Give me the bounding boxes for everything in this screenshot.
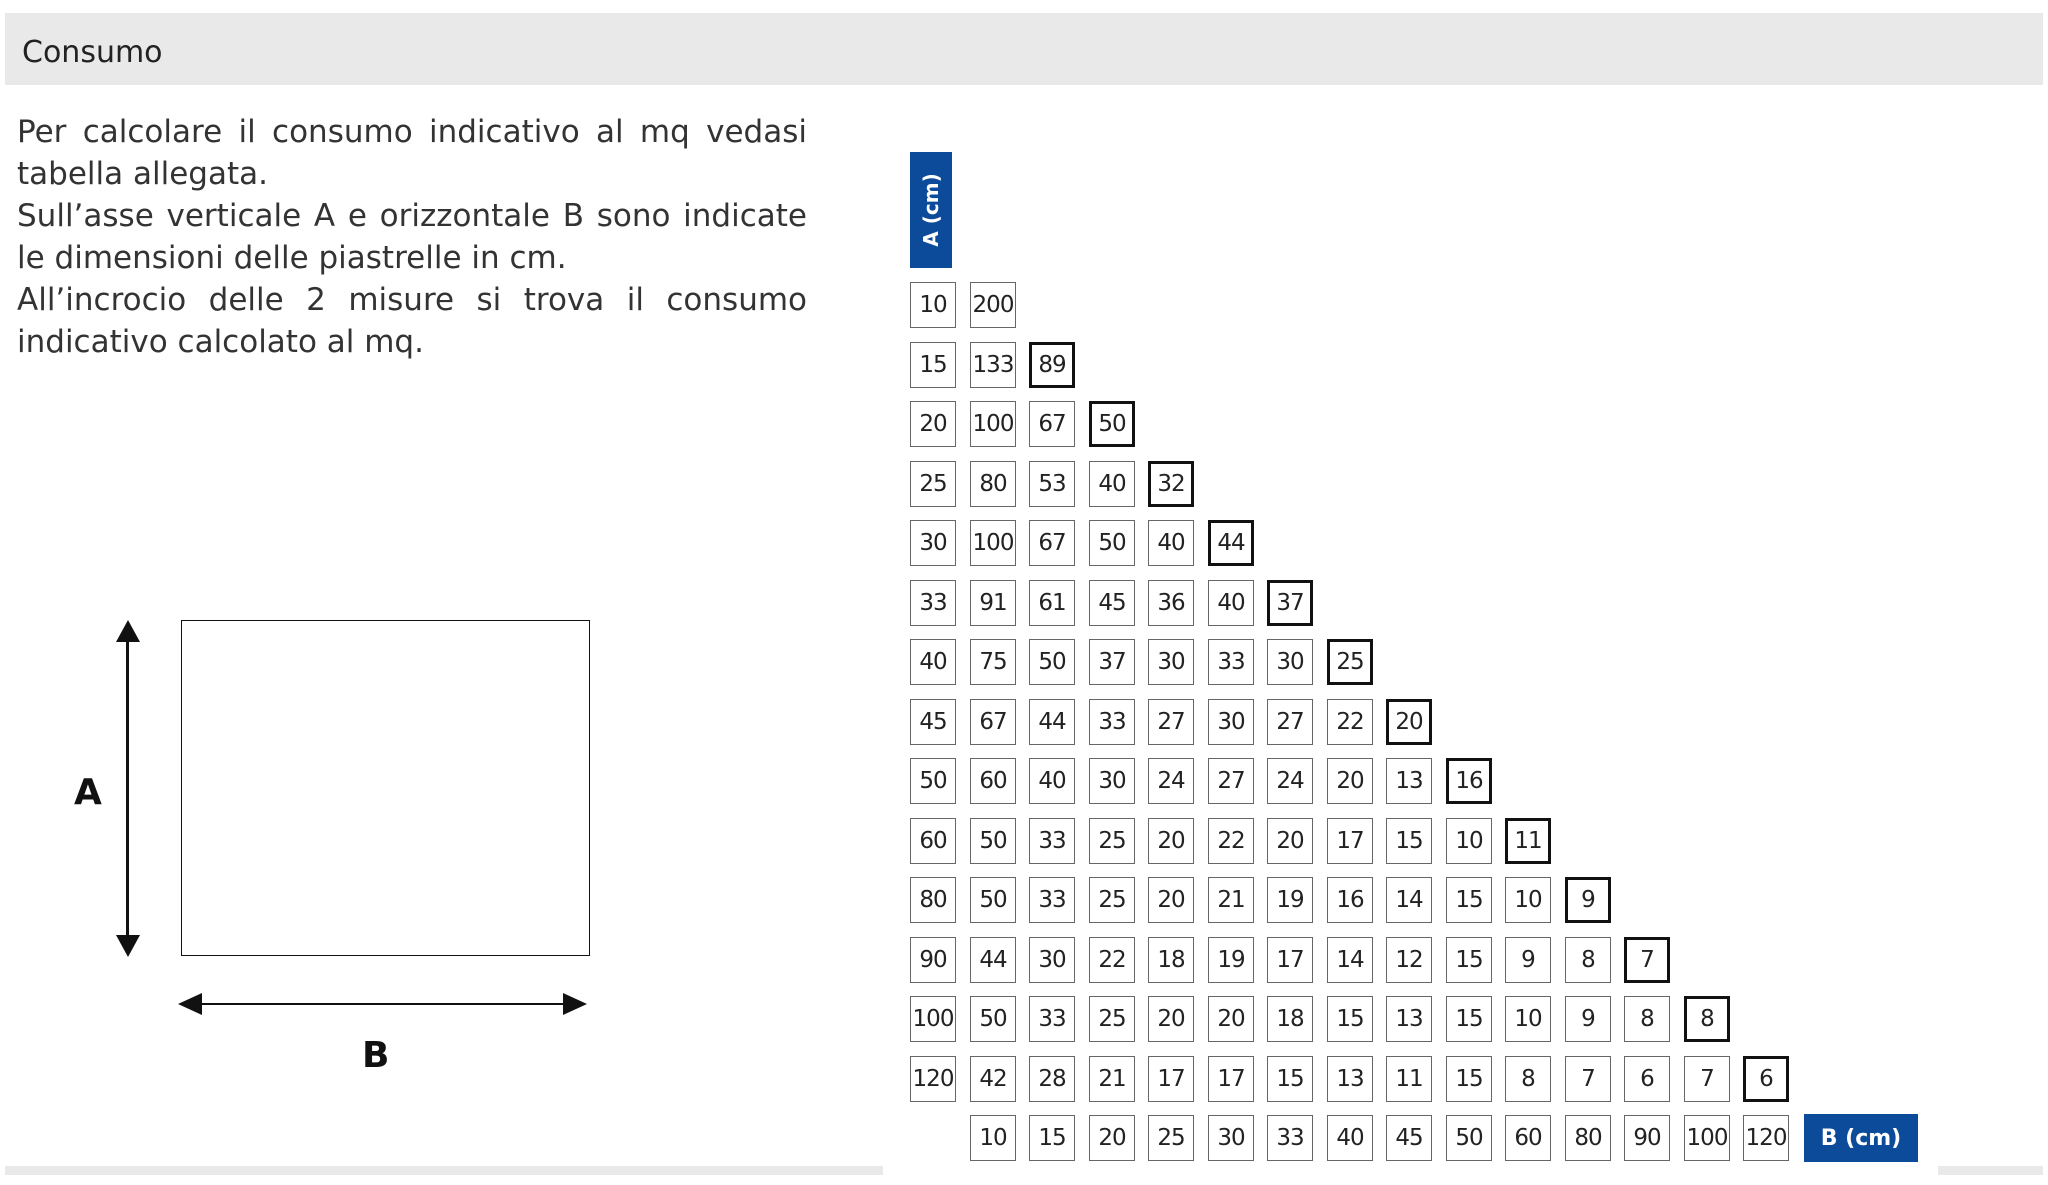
- table-cell: 13: [1386, 996, 1432, 1042]
- table-cell: 18: [1267, 996, 1313, 1042]
- table-cell: 20: [1267, 818, 1313, 864]
- table-cell: 133: [970, 342, 1016, 388]
- column-header: 20: [1089, 1115, 1135, 1161]
- table-cell: 9: [1565, 877, 1611, 923]
- table-cell: 17: [1327, 818, 1373, 864]
- axis-b-label: B (cm): [1820, 1125, 1902, 1151]
- table-cell: 16: [1327, 877, 1373, 923]
- table-cell: 9: [1565, 996, 1611, 1042]
- table-cell: 19: [1208, 937, 1254, 983]
- table-cell: 25: [1089, 818, 1135, 864]
- table-cell: 89: [1029, 342, 1075, 388]
- table-cell: 20: [1148, 818, 1194, 864]
- dimension-line-a: [126, 640, 129, 938]
- table-cell: 36: [1148, 580, 1194, 626]
- table-cell: 22: [1208, 818, 1254, 864]
- table-cell: 21: [1089, 1056, 1135, 1102]
- table-cell: 30: [1148, 639, 1194, 685]
- table-cell: 22: [1089, 937, 1135, 983]
- table-cell: 30: [1089, 758, 1135, 804]
- table-cell: 11: [1505, 818, 1551, 864]
- row-header: 45: [910, 699, 956, 745]
- row-header: 25: [910, 461, 956, 507]
- table-cell: 8: [1624, 996, 1670, 1042]
- table-cell: 33: [1089, 699, 1135, 745]
- table-cell: 44: [1208, 520, 1254, 566]
- column-header: 100: [1684, 1115, 1730, 1161]
- table-cell: 13: [1327, 1056, 1373, 1102]
- column-header: 50: [1446, 1115, 1492, 1161]
- table-cell: 7: [1684, 1056, 1730, 1102]
- table-cell: 8: [1684, 996, 1730, 1042]
- axis-a-label: A (cm): [919, 173, 943, 247]
- column-header: 120: [1743, 1115, 1789, 1161]
- section-header: [5, 13, 2043, 85]
- table-cell: 32: [1148, 461, 1194, 507]
- arrow-up-icon: [116, 620, 140, 642]
- table-cell: 15: [1446, 937, 1492, 983]
- row-header: 90: [910, 937, 956, 983]
- table-cell: 6: [1624, 1056, 1670, 1102]
- table-cell: 50: [1029, 639, 1075, 685]
- table-cell: 24: [1267, 758, 1313, 804]
- column-header: 30: [1208, 1115, 1254, 1161]
- row-header: 80: [910, 877, 956, 923]
- column-header: 33: [1267, 1115, 1313, 1161]
- table-cell: 50: [1089, 520, 1135, 566]
- column-header: 25: [1148, 1115, 1194, 1161]
- table-cell: 24: [1148, 758, 1194, 804]
- table-cell: 61: [1029, 580, 1075, 626]
- table-cell: 18: [1148, 937, 1194, 983]
- table-cell: 40: [1029, 758, 1075, 804]
- table-cell: 8: [1505, 1056, 1551, 1102]
- table-cell: 20: [1386, 699, 1432, 745]
- tile-outline: [181, 620, 590, 956]
- column-header: 40: [1327, 1115, 1373, 1161]
- row-header: 10: [910, 282, 956, 328]
- description-paragraph: Per calcolare il consumo indicativo al mq vedasi tabella allegata.: [17, 114, 807, 192]
- table-cell: 17: [1267, 937, 1313, 983]
- table-cell: 40: [1208, 580, 1254, 626]
- table-cell: 25: [1089, 996, 1135, 1042]
- table-cell: 67: [1029, 401, 1075, 447]
- table-cell: 15: [1446, 996, 1492, 1042]
- table-cell: 30: [1267, 639, 1313, 685]
- table-cell: 10: [1446, 818, 1492, 864]
- table-cell: 15: [1446, 1056, 1492, 1102]
- row-header: 30: [910, 520, 956, 566]
- table-cell: 40: [1148, 520, 1194, 566]
- section-title: Consumo: [22, 35, 163, 70]
- description-paragraph: Sull’asse verticale A e orizzontale B sono indicate le dimensioni delle piastrelle in cm.: [17, 198, 807, 276]
- table-cell: 67: [970, 699, 1016, 745]
- column-header: 90: [1624, 1115, 1670, 1161]
- axis-b-badge: [1804, 1114, 1918, 1162]
- table-cell: 20: [1148, 996, 1194, 1042]
- table-cell: 67: [1029, 520, 1075, 566]
- table-cell: 15: [1267, 1056, 1313, 1102]
- table-cell: 37: [1267, 580, 1313, 626]
- table-cell: 33: [1208, 639, 1254, 685]
- table-cell: 100: [970, 401, 1016, 447]
- row-header: 15: [910, 342, 956, 388]
- row-header: 60: [910, 818, 956, 864]
- column-header: 15: [1029, 1115, 1075, 1161]
- table-cell: 42: [970, 1056, 1016, 1102]
- table-cell: 30: [1208, 699, 1254, 745]
- table-cell: 10: [1505, 996, 1551, 1042]
- table-cell: 33: [1029, 996, 1075, 1042]
- table-cell: 45: [1089, 580, 1135, 626]
- table-cell: 8: [1565, 937, 1611, 983]
- table-cell: 7: [1565, 1056, 1611, 1102]
- row-header: 50: [910, 758, 956, 804]
- table-cell: 100: [970, 520, 1016, 566]
- table-cell: 20: [1148, 877, 1194, 923]
- table-cell: 80: [970, 461, 1016, 507]
- table-cell: 11: [1386, 1056, 1432, 1102]
- dimension-label-b: B: [362, 1035, 390, 1076]
- dimension-label-a: A: [74, 772, 102, 813]
- row-header: 100: [910, 996, 956, 1042]
- column-header: 10: [970, 1115, 1016, 1161]
- description-paragraph: All’incrocio delle 2 misure si trova il consumo indicativo calcolato al mq.: [17, 282, 807, 360]
- dimension-line-b: [198, 1003, 573, 1005]
- table-cell: 15: [1386, 818, 1432, 864]
- row-header: 40: [910, 639, 956, 685]
- table-cell: 19: [1267, 877, 1313, 923]
- table-cell: 33: [1029, 818, 1075, 864]
- table-cell: 22: [1327, 699, 1373, 745]
- row-header: 120: [910, 1056, 956, 1102]
- table-cell: 44: [1029, 699, 1075, 745]
- table-cell: 25: [1327, 639, 1373, 685]
- table-cell: 25: [1089, 877, 1135, 923]
- table-cell: 9: [1505, 937, 1551, 983]
- axis-a-badge: [910, 152, 952, 268]
- table-cell: 7: [1624, 937, 1670, 983]
- table-cell: 21: [1208, 877, 1254, 923]
- footer-divider: [5, 1166, 883, 1175]
- table-cell: 91: [970, 580, 1016, 626]
- table-cell: 20: [1208, 996, 1254, 1042]
- description: [17, 111, 807, 363]
- table-cell: 15: [1327, 996, 1373, 1042]
- row-header: 33: [910, 580, 956, 626]
- table-cell: 27: [1148, 699, 1194, 745]
- table-cell: 17: [1208, 1056, 1254, 1102]
- table-cell: 27: [1208, 758, 1254, 804]
- column-header: 80: [1565, 1115, 1611, 1161]
- table-cell: 10: [1505, 877, 1551, 923]
- table-cell: 13: [1386, 758, 1432, 804]
- table-cell: 50: [970, 877, 1016, 923]
- table-cell: 40: [1089, 461, 1135, 507]
- table-cell: 50: [970, 818, 1016, 864]
- table-cell: 50: [970, 996, 1016, 1042]
- table-cell: 60: [970, 758, 1016, 804]
- table-cell: 200: [970, 282, 1016, 328]
- table-cell: 15: [1446, 877, 1492, 923]
- table-cell: 12: [1386, 937, 1432, 983]
- table-cell: 20: [1327, 758, 1373, 804]
- arrow-down-icon: [116, 935, 140, 957]
- table-cell: 33: [1029, 877, 1075, 923]
- table-cell: 27: [1267, 699, 1313, 745]
- arrow-right-icon: [563, 993, 587, 1015]
- table-cell: 53: [1029, 461, 1075, 507]
- table-cell: 28: [1029, 1056, 1075, 1102]
- table-cell: 14: [1327, 937, 1373, 983]
- table-cell: 37: [1089, 639, 1135, 685]
- table-cell: 30: [1029, 937, 1075, 983]
- footer-divider: [1938, 1166, 2043, 1175]
- table-cell: 16: [1446, 758, 1492, 804]
- table-cell: 17: [1148, 1056, 1194, 1102]
- table-cell: 14: [1386, 877, 1432, 923]
- table-cell: 6: [1743, 1056, 1789, 1102]
- table-cell: 75: [970, 639, 1016, 685]
- column-header: 45: [1386, 1115, 1432, 1161]
- row-header: 20: [910, 401, 956, 447]
- table-cell: 44: [970, 937, 1016, 983]
- column-header: 60: [1505, 1115, 1551, 1161]
- table-cell: 50: [1089, 401, 1135, 447]
